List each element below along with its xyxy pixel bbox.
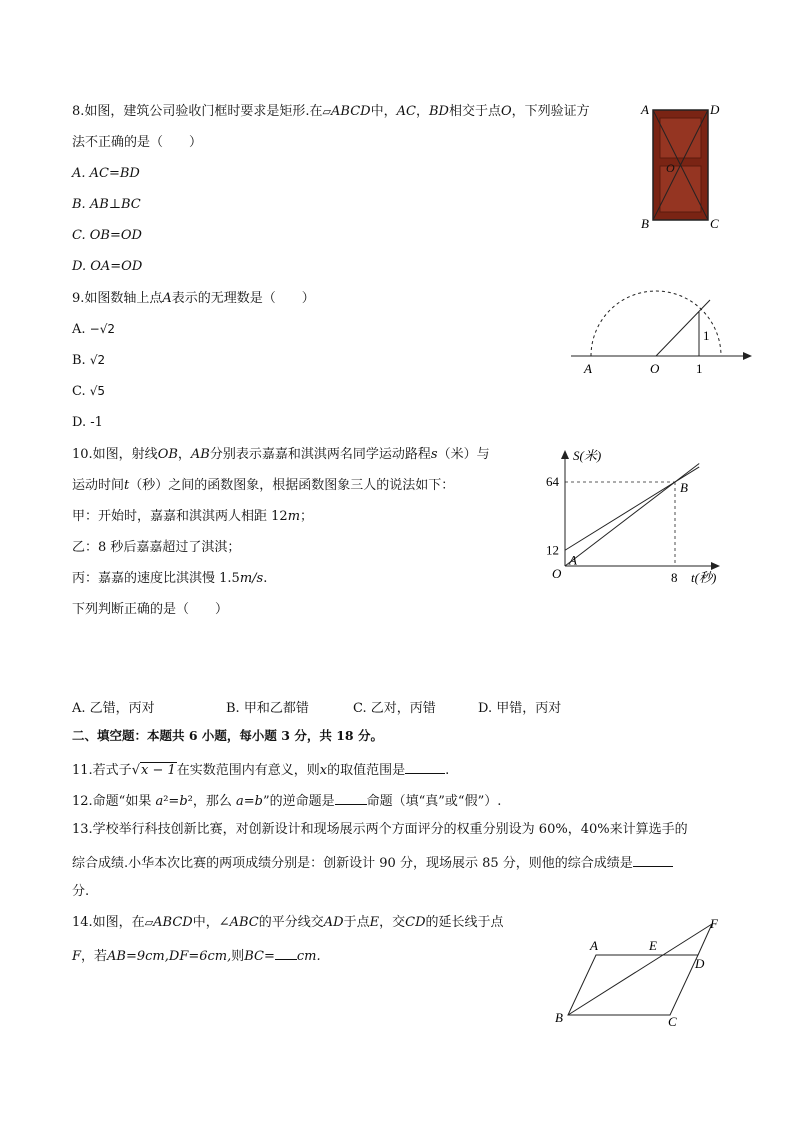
q10-statement-jia: [72, 510, 313, 523]
x-axis-label: t(秒): [691, 570, 717, 585]
parallelogram-abcd: [568, 955, 698, 1015]
q12-text: 12.命题“如果: [72, 794, 156, 809]
q13-text: 综合成绩.小华本次比赛的两项成绩分别是：创新设计 90 分，现场展示 85 分，则他的综合成绩是: [72, 856, 633, 871]
q9-number-line-figure: [566, 288, 736, 378]
q12-text: ”的逆命题是: [262, 794, 335, 809]
q10-text: （米）与: [437, 447, 490, 462]
heading-text: 二、填空题：本题共: [72, 728, 189, 743]
option-letter: C.: [72, 384, 86, 399]
q8-option-a: A. AC=BD: [72, 166, 140, 181]
q14-point: F: [72, 949, 82, 964]
label-o: O: [666, 161, 675, 175]
label-o: O: [650, 361, 660, 376]
q10-text: （秒）之间的函数图象，根据函数图象三人的说法如下：: [129, 478, 455, 493]
heading-text: 分，共: [289, 728, 337, 743]
q12-var: a=b: [236, 794, 263, 809]
q12-text: 命题（填“真”或“假”）.: [366, 794, 502, 809]
q11-text: .: [445, 763, 450, 778]
q10-statement-bing: [72, 572, 267, 585]
q8-line2: 法不正确的是（ ）: [72, 135, 203, 150]
q14-segment: AD: [323, 915, 344, 930]
radicand: x − 1: [140, 763, 176, 778]
q10-line2: [72, 479, 454, 492]
heading-text: 小题，每小题: [197, 728, 282, 743]
q8-text: ，: [415, 104, 429, 119]
point-label-b: B: [680, 480, 688, 495]
q10-text: ，: [177, 447, 191, 462]
q14-text: 的平分线交: [258, 915, 324, 930]
q12-var: a: [155, 794, 164, 809]
answer-blank[interactable]: [405, 761, 445, 774]
door-panel-top: [660, 118, 701, 158]
dashed-arc: [591, 291, 721, 356]
label-one-side: 1: [703, 328, 710, 343]
q14-target: BC=: [244, 949, 275, 964]
q12-text: ²，那么: [187, 794, 237, 809]
q14-text: 于点: [343, 915, 370, 930]
q8-text: 相交于点: [448, 104, 501, 119]
q10-ray: AB: [190, 447, 210, 462]
q10-line1: [72, 448, 490, 461]
q14-text: 中，∠: [192, 915, 230, 930]
q12-text: ²=: [163, 794, 180, 809]
q11-text: 在实数范围内有意义，则: [176, 763, 320, 778]
option-value: √2: [89, 353, 106, 367]
label-d: D: [710, 102, 720, 117]
q13-line3: 分.: [72, 884, 90, 899]
label-e: E: [649, 938, 657, 953]
q14-text: 14.如图，在: [72, 915, 145, 930]
unit: m/s: [239, 571, 264, 586]
label-c: C: [710, 216, 719, 231]
q14-text: 的延长线于点: [425, 915, 504, 930]
label-b: B: [641, 216, 649, 231]
heading-text: 分。: [353, 728, 383, 743]
option-value: √5: [89, 384, 106, 398]
label-b: B: [555, 1010, 563, 1025]
q9-stem: [72, 292, 315, 305]
q10-option-d: D. 甲错，丙对: [478, 701, 562, 716]
q10-text: 分别表示嘉嘉和淇淇两名同学运动路程: [209, 447, 431, 462]
y-axis-label: S(米): [573, 448, 602, 463]
q8-option-c: C. OB=OD: [72, 228, 142, 243]
q13-line2: [72, 854, 673, 870]
q14-parallelogram-figure: [548, 910, 728, 1030]
q10-option-a: A. 乙错，丙对: [72, 701, 155, 716]
label-one-axis: 1: [696, 361, 703, 376]
q13-line1: 13.学校举行科技创新比赛，对创新设计和现场展示两个方面评分的权重分别设为 60%，40%来计算选手的: [72, 822, 688, 837]
q10-var: s: [430, 447, 438, 462]
chart-static: [552, 448, 720, 585]
q14-line2: [72, 947, 321, 963]
q14-unit: cm.: [296, 949, 321, 964]
q10-option-b: B. 甲和乙都错: [226, 701, 309, 716]
q9-point: A: [162, 291, 172, 306]
q8-segment: BD: [428, 104, 449, 119]
q14-text: ，交: [379, 915, 406, 930]
q10-text: 10.如图，射线: [72, 447, 158, 462]
q10-option-c: C. 乙对，丙错: [353, 701, 436, 716]
q10-text: 运动时间: [72, 478, 125, 493]
heading-num: 3: [281, 728, 290, 743]
q14-text: 则: [231, 949, 245, 964]
y-tick-label: 64: [546, 474, 559, 489]
y-tick-label: 12: [546, 542, 559, 558]
q8-segment: AC: [396, 104, 416, 119]
q9-text: 9.如图数轴上点: [72, 291, 163, 306]
parallelogram-icon: ▱: [144, 916, 154, 929]
q10-ask: 下列判断正确的是（ ）: [72, 602, 229, 617]
chart-plot: [546, 464, 699, 585]
q14-given: AB=9cm,DF=6cm,: [107, 949, 232, 964]
q9-option-a: [72, 323, 115, 336]
q8-point: O: [500, 104, 512, 119]
q12-var: b: [179, 794, 188, 809]
q14-point: E: [369, 915, 380, 930]
q10-statement-yi: 乙：8 秒后嘉嘉超过了淇淇；: [72, 540, 241, 555]
q8-option-b: B. AB⊥BC: [72, 197, 141, 212]
statement-text: .: [263, 571, 268, 586]
section-heading: [72, 730, 383, 743]
q11-var: x: [319, 763, 328, 778]
x-axis-arrow-icon: [711, 562, 720, 570]
label-f: F: [710, 916, 718, 931]
q11-text: 11.若式子: [72, 763, 132, 778]
radical-sign-icon: √: [131, 763, 140, 778]
q10-chart: [540, 440, 730, 590]
q11-line: [72, 761, 449, 777]
y-axis-arrow-icon: [561, 450, 569, 459]
q14-text: ，若: [81, 949, 108, 964]
q8-text: 8.如图，建筑公司验收门框时要求是矩形.在: [72, 104, 323, 119]
q9-option-c: [72, 385, 105, 398]
heading-num: 18: [336, 728, 354, 743]
statement-text: 甲：开始时，嘉嘉和淇淇两人相距 12: [72, 509, 288, 524]
statement-text: 丙：嘉嘉的速度比淇淇慢 1.5: [72, 571, 240, 586]
q9-option-d: D. -1: [72, 415, 103, 430]
option-letter: B.: [72, 353, 86, 368]
q14-segment: CD: [405, 915, 426, 930]
q14-angle: ABC: [229, 915, 259, 930]
q8-shape-name: ABCD: [331, 104, 371, 119]
hypotenuse: [656, 300, 710, 356]
unit: m: [287, 509, 301, 524]
x-tick-label: 8: [671, 570, 678, 585]
option-letter: A.: [72, 322, 86, 337]
q10-var: t: [124, 478, 130, 493]
origin-label: O: [552, 566, 562, 581]
q8-text: ，下列验证方: [511, 104, 590, 119]
sqrt-expression: [132, 764, 177, 777]
statement-text: ；: [300, 509, 314, 524]
q8-door-figure: [638, 100, 728, 235]
parallelogram-icon: ▱: [322, 105, 332, 118]
q12-line: [72, 792, 501, 808]
axis-arrow-icon: [743, 352, 752, 360]
answer-blank[interactable]: [275, 947, 297, 960]
label-a: A: [590, 938, 598, 953]
q10-ray: OB: [157, 447, 178, 462]
answer-blank[interactable]: [335, 792, 367, 805]
q9-text: 表示的无理数是（ ）: [171, 291, 315, 306]
point-label-a: A: [569, 552, 577, 568]
q9-option-b: [72, 354, 105, 367]
label-c: C: [668, 1014, 677, 1029]
label-a: A: [584, 361, 592, 376]
q8-option-d: D. OA=OD: [72, 259, 143, 274]
label-d: D: [695, 956, 705, 971]
q14-line1: [72, 916, 504, 929]
q8-text: 中，: [370, 104, 397, 119]
option-value: −√2: [89, 322, 116, 336]
answer-blank[interactable]: [633, 854, 673, 867]
q14-shape-name: ABCD: [153, 915, 193, 930]
heading-num: 6: [188, 728, 198, 743]
q8-line1: [72, 105, 590, 118]
label-a: A: [641, 102, 649, 117]
q11-text: 的取值范围是: [327, 763, 406, 778]
